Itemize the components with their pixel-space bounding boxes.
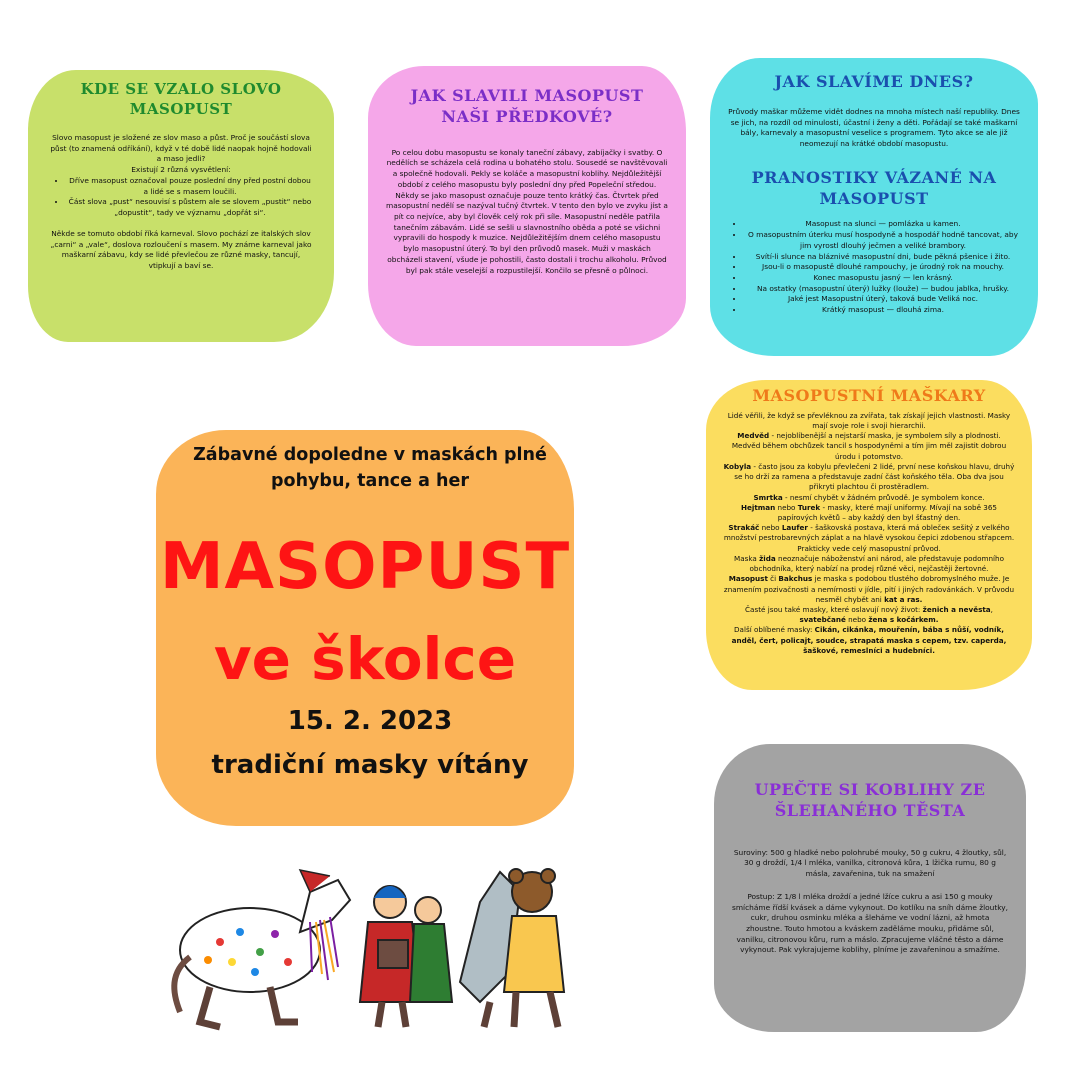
saying-item: • Masopust na slunci — pomlázka u kamen.	[744, 219, 1022, 230]
sayings-title: PRANOSTIKY VÁZANÉ NA MASOPUST	[751, 167, 997, 208]
mask-text: - nejoblíbenější a nejstarší maska, je symbolem síly a plodnosti. Medvěd během obchůzek tancil s hospodyněmi a tím jim měl zajistit dobrou úrodu i potomstvo.	[731, 431, 1007, 461]
recipe-method: Postup: Z 1/8 l mléka droždí a jedné lžíce cukru a asi 150 g mouky smícháme řídší kvásek a dáme vykynout. Do kotlíku na sníh dáme žloutky, cukr, druhou osminku mléka a šleháme ve vodní lázni, až hmota zhoustne. Touto hmotou a kváskem zaděláme mouku, přidáme sůl, vanilku, citronovou kůru, rum a máslo. Zpracujeme vláčné těsto a dáme vykynout. Pak vykrajujeme koblihy, plníme je zavařeninou a smažíme.	[732, 891, 1009, 955]
recipe-title: UPEČTE SI KOBLIHY ZE ŠLEHANÉHO TĚSTA	[754, 780, 986, 820]
masks-title: MASOPUSTNÍ MAŠKARY	[752, 386, 986, 405]
origin-lead: Existují 2 různá vysvětlení:	[131, 165, 231, 175]
poster-date: 15. 2. 2023	[287, 706, 453, 736]
mask-name: Medvěd	[737, 431, 770, 441]
saying-item: • Krátký masopust — dlouhá zima.	[744, 305, 1022, 316]
today-text: Průvody maškar můžeme vidět dodnes na mnoha místech naší republiky. Dnes se jich, na rozdíl od minulosti, účastní i ženy a děti. Pořádají se také maškarní bály, karnevaly a masopustní veselice s programem. Tyto akce se ale již neomezují na krátké období masopustu.	[728, 106, 1020, 148]
today-title: JAK SLAVÍME DNES?	[774, 72, 974, 91]
mask-name: Kobyla	[723, 461, 752, 471]
saying-item: • Svítí-li slunce na bláznivé masopustní dni, bude pěkná pšenice i žito.	[744, 252, 1022, 263]
mask-text: ,	[990, 604, 993, 614]
mask-name: Masopust	[728, 574, 768, 584]
ancestors-title: JAK SLAVILI MASOPUST NAŠI PŘEDKOVÉ?	[410, 86, 644, 126]
mask-name: Laufer	[781, 523, 808, 533]
mask-name: žida	[759, 553, 776, 563]
recipe-ingredients: Suroviny: 500 g hladké nebo polohrubé mouky, 50 g cukru, 4 žloutky, sůl, 30 g droždí, 1/4 l mléka, vanilka, citronová kůra, 1 lžička rumu, 80 g másla, zavařenina, tuk na smažení	[733, 847, 1007, 879]
mask-name: kat a ras.	[884, 594, 923, 604]
poster-subtitle-line: Zábavné dopoledne v maskách plné	[193, 445, 547, 465]
masks-paragraph	[722, 503, 1016, 523]
mask-name: Bakchus	[778, 574, 813, 584]
mask-text: Další oblíbené masky:	[734, 625, 815, 635]
origin-points	[48, 176, 314, 219]
masks-body	[722, 411, 1016, 656]
masks-paragraph	[722, 462, 1016, 493]
masks-panel	[706, 380, 1032, 690]
mask-name: Strakáč	[728, 523, 760, 533]
origin-title: KDE SE VZALO SLOVO MASOPUST	[80, 80, 282, 118]
poster-title-line2: ve školce	[213, 625, 517, 693]
origin-point: • Dříve masopust označoval pouze poslední dny před postní dobou a lidé se s masem loučili.	[66, 176, 314, 197]
mask-name: žena s kočárkem.	[868, 615, 939, 625]
mask-text: Časté jsou také masky, které oslavují nový život:	[745, 604, 923, 614]
mask-text: - nesmí chybět v žádném průvodě. Je symbolem konce.	[782, 492, 985, 502]
masks-paragraph	[722, 411, 1016, 431]
poster-note: tradiční masky vítány	[211, 750, 529, 780]
mask-name: Cikán, cikánka, mouřenín, bába s nůší, vodník, anděl, čert, policajt, soudce, strapatá maska s cepem, tzv. caperda, šaškové, remeslníci a hudebníci.	[731, 625, 1007, 655]
mask-text: - často jsou za kobylu převlečeni 2 lidé, první nese koňskou hlavu, druhý se ho drží za ramena a představuje zadní část koňského těla. Oba dva jsou přikryti plachtou či prostěradlem.	[734, 461, 1015, 492]
mask-name: Smrtka	[753, 492, 783, 502]
masks-paragraph	[722, 625, 1016, 656]
ancestors-text: Po celou dobu masopustu se konaly taneční zábavy, zabíjačky i svatby. O nedělích se scházela celá rodina u bohatého stolu. Sousedé se navštěvovali a společně hodovali. Pekly se koláče a masopustní koblihy. Nejdůležitější období z celého masopustu byly poslední dny před Popeleční středou. Někdy se jako masopust označuje pouze tento krátký čas. Čtvrtek před masopustní nedělí se nazýval tučný čtvrtek. V tento den bylo ve zvyku jíst a pít co nejvíce, aby byl člověk celý rok při síle. Masopustní neděle patřila tanečním zábavám. Lidé se sešli u slavnostního oběda a poté se všichni vypravili do hospody k muzice. Nejdůležitějším dnem celého masopustu bylo masopustní úterý. To byl den průvodů masek. Muži v maskách obcházeli stavení, všude je pohostili, často dostali i trochu alkoholu. Průvod byl pak stále veselejší a rozpustilejší. Končilo se přesně o půlnoci.	[386, 147, 668, 275]
mask-text: neoznačuje náboženství ani národ, ale představuje podomního obchodníka, který nabízí na prodej různé věci, nejčastěji žertovné.	[749, 553, 1004, 574]
masks-paragraph	[722, 554, 1016, 574]
masopust-parade-illustration-icon	[160, 862, 590, 1034]
poster-subtitle	[170, 442, 570, 495]
horse-mask-icon	[174, 870, 350, 1027]
mask-text: Maska	[734, 553, 760, 563]
mask-text: nebo	[845, 615, 869, 625]
sayings-list	[726, 219, 1022, 316]
saying-item: • Jaké jest Masopustní úterý, taková bude Veliká noc.	[744, 294, 1022, 305]
mask-name: Hejtman	[740, 502, 776, 512]
masks-paragraph	[722, 493, 1016, 503]
mask-text: či	[767, 574, 779, 584]
bear-mask-icon	[460, 869, 564, 1027]
today-panel	[710, 58, 1038, 356]
mask-text: - masky, které mají uniformy. Mívají na sobě 365 papírových květů – aby každý den byl šťastný den.	[777, 502, 997, 522]
mask-text: - šaškovská postava, která má oblečeк sešitý z velkého množství pestrobarevných záplat a na hlavě vysokou čepici zdobenou střapcem. Prakticky vede celý masopustní průvod.	[723, 523, 1015, 553]
saying-item: • Jsou-li o masopustě dlouhé rampouchy, je úrodný rok na mouchy.	[744, 262, 1022, 273]
origin-intro: Slovo masopust je složené ze slov maso a půst. Proč je součástí slova půst (to znamená odříkání), když v té době lidé naopak hojně hodovali a maso jedli?	[50, 133, 312, 164]
saying-item: • Na ostatky (masopustní úterý) lužky (louže) — budou jablka, hrušky.	[744, 284, 1022, 295]
masks-paragraph	[722, 523, 1016, 554]
mask-text: je maska s podobou tlustého dobromyslného muže. Je znamením pozivačnosti a nemírnosti v jídle, pití i jiných radovánkách. V průvodu nesměl chybět ani	[723, 574, 1015, 604]
recipe-panel	[714, 744, 1026, 1032]
masks-paragraph	[722, 605, 1016, 625]
origin-point: • Část slova „pust“ nesouvisí s půstem ale se slovem „pustit“ nebo „dopustit“, tady ve významu „dopřát si“.	[66, 197, 314, 218]
saying-item: • O masopustním úterku musí hospodyně a hospodář hodně tancovat, aby jim vyrostl dlouhý ječmen a veliké brambory.	[744, 230, 1022, 251]
mask-name: svatebčané	[799, 615, 846, 625]
origin-panel	[28, 70, 334, 342]
masks-paragraph	[722, 574, 1016, 605]
ancestors-panel	[368, 66, 686, 346]
poster-title: MASOPUST	[159, 530, 571, 604]
mask-text: nebo	[775, 502, 798, 512]
poster-subtitle-line: pohybu, tance a her	[271, 471, 469, 492]
mask-name: ženich a nevěsta	[922, 604, 991, 614]
mask-text: Lidé věřili, že když se převléknou za zvířata, tak získají jejich vlastnosti. Masky mají svoje role i svoji hierarchii.	[727, 410, 1011, 431]
origin-extra: Někde se tomuto období říká karneval. Slovo pochází ze italských slov „carni“ a „vale“, doslova rozloučení s masem. My známe karneval jako maškarní zábavu, kdy se lidé převlečou ze různé masky, tancují, vtipkují a baví se.	[50, 228, 312, 271]
saying-item: • Konec masopustu jasný — len krásný.	[744, 273, 1022, 284]
masks-paragraph	[722, 431, 1016, 462]
accordion-player-icon	[360, 886, 452, 1027]
mask-text: nebo	[759, 523, 782, 533]
mask-name: Turek	[797, 502, 821, 512]
